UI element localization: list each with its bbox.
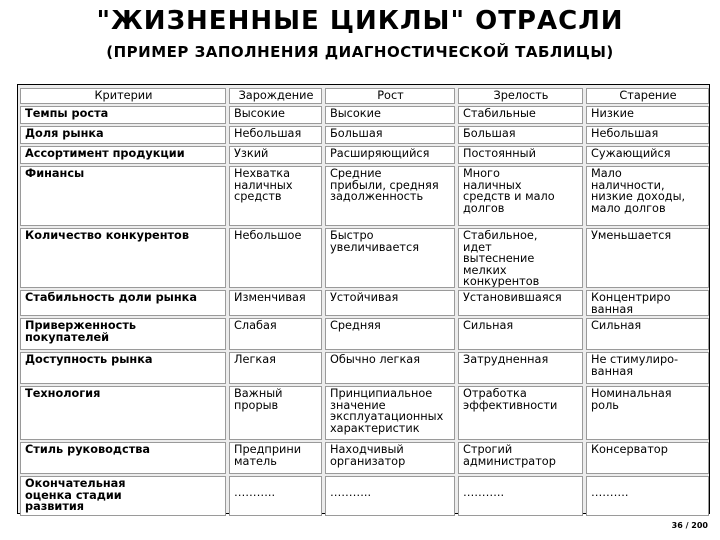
table-cell-maturity: Стабильные xyxy=(458,106,583,124)
table-cell-aging: ………. xyxy=(586,476,709,516)
table-cell-growth: Высокие xyxy=(325,106,455,124)
table-cell-maturity: Установившаяся xyxy=(458,290,583,316)
header-cell-aging: Старение xyxy=(586,88,709,104)
header-cell-criteria: Критерии xyxy=(20,88,226,104)
table-cell-inception: Небольшая xyxy=(229,126,322,144)
row-label-criteria: Стабильность доли рынка xyxy=(20,290,226,316)
table-cell-aging: Не стимулиро- ванная xyxy=(586,352,709,384)
table-cell-aging: Консерватор xyxy=(586,442,709,474)
row-label-criteria: Стиль руководства xyxy=(20,442,226,474)
page-number: 36 / 200 xyxy=(671,521,708,530)
table-cell-growth: ……….. xyxy=(325,476,455,516)
table-cell-inception: Высокие xyxy=(229,106,322,124)
table-cell-growth: Средние прибыли, средняя задолженность xyxy=(325,166,455,226)
table-cell-aging: Номинальная роль xyxy=(586,386,709,440)
table-cell-growth: Расширяющийся xyxy=(325,146,455,164)
table-cell-aging: Низкие xyxy=(586,106,709,124)
table-cell-aging: Сильная xyxy=(586,318,709,350)
header-cell-inception: Зарождение xyxy=(229,88,322,104)
table-cell-inception: Легкая xyxy=(229,352,322,384)
table-cell-growth: Быстро увеличивается xyxy=(325,228,455,288)
table-cell-growth: Находчивый организатор xyxy=(325,442,455,474)
table-cell-growth: Большая xyxy=(325,126,455,144)
table-cell-inception: Слабая xyxy=(229,318,322,350)
table-cell-aging: Мало наличности, низкие доходы, мало долгов xyxy=(586,166,709,226)
header-cell-maturity: Зрелость xyxy=(458,88,583,104)
table-cell-aging: Сужающийся xyxy=(586,146,709,164)
table-cell-inception: Нехватка наличных средств xyxy=(229,166,322,226)
table-cell-maturity: Сильная xyxy=(458,318,583,350)
row-label-criteria: Доступность рынка xyxy=(20,352,226,384)
page-title: "ЖИЗНЕННЫЕ ЦИКЛЫ" ОТРАСЛИ xyxy=(96,6,624,36)
table-cell-growth: Обычно легкая xyxy=(325,352,455,384)
table-cell-inception: Небольшое xyxy=(229,228,322,288)
page-subtitle: (ПРИМЕР ЗАПОЛНЕНИЯ ДИАГНОСТИЧЕСКОЙ ТАБЛИЦЫ) xyxy=(106,43,614,61)
table-cell-maturity: Затрудненная xyxy=(458,352,583,384)
table-cell-aging: Концентриро ванная xyxy=(586,290,709,316)
table-cell-maturity: Стабильное, идет вытеснение мелких конкурентов xyxy=(458,228,583,288)
table-cell-maturity: Строгий администратор xyxy=(458,442,583,474)
table-cell-maturity: Большая xyxy=(458,126,583,144)
row-label-criteria: Технология xyxy=(20,386,226,440)
table-cell-inception: Узкий xyxy=(229,146,322,164)
table-cell-aging: Уменьшается xyxy=(586,228,709,288)
row-label-criteria: Приверженность покупателей xyxy=(20,318,226,350)
row-label-criteria: Окончательная оценка стадии развития xyxy=(20,476,226,516)
table-cell-inception: Предприни матель xyxy=(229,442,322,474)
table-cell-inception: Изменчивая xyxy=(229,290,322,316)
table-cell-inception: Важный прорыв xyxy=(229,386,322,440)
table-cell-maturity: Много наличных средств и мало долгов xyxy=(458,166,583,226)
table-cell-growth: Принципиальное значение эксплуатационных характеристик xyxy=(325,386,455,440)
table-cell-maturity: Постоянный xyxy=(458,146,583,164)
row-label-criteria: Ассортимент продукции xyxy=(20,146,226,164)
table-cell-maturity: Отработка эффективности xyxy=(458,386,583,440)
table-cell-maturity: ……….. xyxy=(458,476,583,516)
table-cell-inception: ……….. xyxy=(229,476,322,516)
table-cell-growth: Устойчивая xyxy=(325,290,455,316)
row-label-criteria: Темпы роста xyxy=(20,106,226,124)
row-label-criteria: Финансы xyxy=(20,166,226,226)
row-label-criteria: Доля рынка xyxy=(20,126,226,144)
table-cell-aging: Небольшая xyxy=(586,126,709,144)
table-cell-growth: Средняя xyxy=(325,318,455,350)
header-cell-growth: Рост xyxy=(325,88,455,104)
diagnostic-table xyxy=(20,88,709,516)
row-label-criteria: Количество конкурентов xyxy=(20,228,226,288)
